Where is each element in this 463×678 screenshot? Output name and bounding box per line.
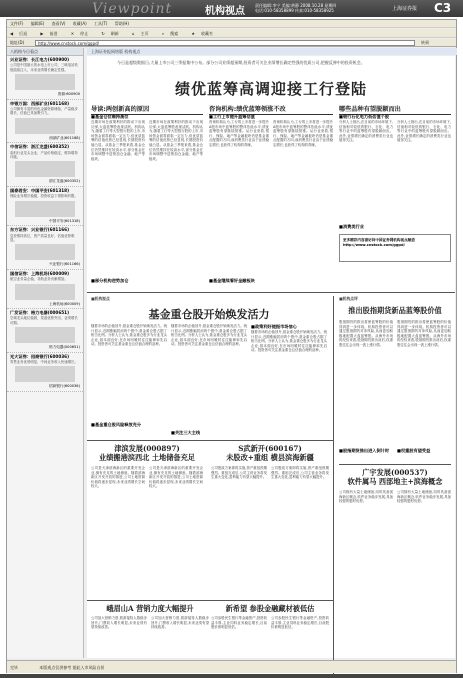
sidebar-item-text: 保险业务增长稳健，投资收益下滑影响有限。 <box>10 194 78 199</box>
section2-text: 随着市场的企稳回升,基金重仓股开始焕发活力。统计显示,近期涨幅居前的个股中,基金重仓股占据了相当比例。分析人士认为,基金重仓股多为行业龙头企业,基本面良好,在市场回暖时往往能够率先启动。投资者可关注基金重仓且估值合理的品种。 <box>91 324 167 347</box>
col3-text: 分析人士指出,在目前的市场环境下,估值相对较低的银行、石化、电力等行业中的蓝筹股有望脱颖而出。此外,业绩增长确定的消费类行业也值得关注。 <box>339 120 393 143</box>
section-tag: ■机构视点 <box>91 296 110 301</box>
sidebar-item[interactable] <box>7 309 83 353</box>
go-button[interactable]: 转到 <box>421 40 429 45</box>
stop-icon: ✕ <box>70 31 75 36</box>
status-bar <box>7 660 456 673</box>
article-content <box>87 56 455 658</box>
sidebar-item-text: 公司是中国最大的水电上市公司，三峡电站机组陆续注入，未来业绩增长确定性强。 <box>10 63 78 72</box>
sidebar-item-title: 广发证券：格力电器(000651) <box>10 309 69 315</box>
stop-button[interactable]: ✕ 停止 <box>70 31 89 36</box>
sidebar-item-text: 息差维持高位，资产质量良好，估值优势明显。 <box>10 233 75 242</box>
section-tag: ■机构点评 <box>339 296 358 301</box>
watermark: Viewpoint <box>92 1 173 17</box>
address-input[interactable]: http://www.cnstock.com/ggpd/ <box>35 40 415 46</box>
sidebar-item-title: 中信证券：浙江龙盛(600352) <box>10 144 69 150</box>
channel-link[interactable]: 更多精彩内容请访问中国证券网机构视点频道 http://www.cnstock.com/ggpd/ <box>343 238 415 247</box>
home-button[interactable]: ⌂ 主页 <box>132 31 149 36</box>
sidebar-item-text: 染料行业龙头企业，产品价格稳定，维持增持评级。 <box>10 150 78 160</box>
sidebar-item-code: 招商银行(600036) <box>49 384 80 389</box>
sidebar-item[interactable] <box>7 353 83 392</box>
search-icon: ⌕ <box>161 31 165 36</box>
sidebar-item-title: 国信证券：上海机场(600009) <box>10 270 69 276</box>
star-icon: ★ <box>191 31 195 36</box>
sidebar-item-code: 中国平安(601318) <box>49 218 80 223</box>
chart-thumbnail <box>15 201 75 217</box>
meta-line: 责任编辑:李宁 美编:黄静 2008.10.28 星期四 <box>255 3 337 8</box>
sidebar <box>7 48 84 658</box>
sidebar-item-text: 空调龙头地位稳固，渠道优势突出，业绩增长可期。 <box>10 316 78 325</box>
stock1-text: 公司是天津滨海新区的重要开发企业,拥有充足的土地储备。随着滨海新区开发开放的推进,公司土地资源价值将逐步显现,未来业绩增长空间较大。 <box>91 466 145 489</box>
address-label: 地址(D) <box>10 40 25 45</box>
section3-text: 股指期货的推出将使蓝筹股的价值得到进一步体现。机构投资者可以通过股指期货对冲风险,从而更加积极地配置大盘蓝筹股。从海外市场的经验来看,股指期货推出前后,权重股往往会出现一波上涨行情。 <box>339 320 393 347</box>
col2-subhead: ■工行上市提升蓝筹估值 <box>209 114 255 119</box>
stock3-text-cont: 公司拥有大量土地储备,同时具备滨海新区概念,软件业务稳步发展,具备较强的题材优势。 <box>397 490 451 504</box>
sidebar-item-code: 格力电器(000651) <box>49 345 80 350</box>
sidebar-item[interactable] <box>7 270 83 309</box>
divider <box>87 292 455 293</box>
section2-text-cont: 随着市场的企稳回升,基金重仓股开始焕发活力。统计显示,近期涨幅居前的个股中,基金重仓股占据了相当比例。分析人士认为,基金重仓股多为行业龙头企业,基本面良好,在市场回暖时往往能够率先启动。投资者可关注基金重仓且估值合理的品种。 <box>171 324 247 347</box>
menu-tools[interactable]: 工具(T) <box>93 21 108 26</box>
stock4-text-cont: 公司加大营销力度,旅游接待人数稳步回升,门票收入增长明显,未来业绩有望持续改善。 <box>151 616 209 630</box>
sidebar-item-code: 兴业银行(601166) <box>49 262 80 267</box>
menu-help[interactable]: 帮助(H) <box>114 21 129 26</box>
col2-text-cont: 咨询机构认为,工行的上市将进一步提升A股市场中蓝筹股的整体估值水平,绩优蓝筹股有望继续领涨。从行业来看,银行、保险、地产等金融板块仍是基金重点配置的方向,而消费类行业由于业绩稳定增长,也获得了机构的青睐。 <box>273 120 333 147</box>
sidebar-item[interactable] <box>7 187 83 226</box>
status-text: 完毕 <box>10 665 18 670</box>
sidebar-item-code: 资源:600900 <box>57 92 80 97</box>
footer-note: 本版观点仅供参考 据此入市风险自担 <box>39 665 105 670</box>
stock1-text-cont: 公司是天津滨海新区的重要开发企业,拥有充足的土地储备。随着滨海新区开发开放的推进,公司土地资源价值将逐步显现,未来业绩增长空间较大。 <box>149 466 203 489</box>
col3-subhead: ■消费类行业 <box>339 224 364 229</box>
stock1-headline: 津滨发展(000897) 业绩搬港滨西北 土地储备充足 <box>99 444 195 462</box>
menu-favorites[interactable]: 收藏(A) <box>72 21 87 26</box>
section2-headline: 基金重仓股开始焕发活力 <box>148 308 270 321</box>
divider <box>339 464 451 465</box>
col1-text-cont: 近期市场在政策利好的推动下出现反弹,大盘蓝筹股表现活跃。机构认为,随着工行等大型银行股的上市,市场资金面将面临一定压力,但优质蓝筹的估值优势已经显现,长期投资价值凸显。从基金三季报来看,基金仓位仍然维持在较高水平,部分基金在市场调整中逆势加仓金融、地产等板块。 <box>149 120 203 161</box>
address-bar <box>7 39 456 47</box>
col1-text: 近期市场在政策利好的推动下出现反弹,大盘蓝筹股表现活跃。机构认为,随着工行等大型银行股的上市,市场资金面将面临一定压力,但优质蓝筹的估值优势已经显现,长期投资价值凸显。从基金三季报来看,基金仓位仍然维持在较高水平,部分基金在市场调整中逆势加仓金融、地产等板块。 <box>91 120 145 161</box>
section3-text-cont: 股指期货的推出将使蓝筹股的价值得到进一步体现。机构投资者可以通过股指期货对冲风险,从而更加积极地配置大盘蓝筹股。从海外市场的经验来看,股指期货推出前后,权重股往往会出现一波上涨行情。 <box>397 320 451 347</box>
home-icon: ⌂ <box>132 31 135 36</box>
menu-bar <box>7 20 456 28</box>
section2-text-cont: 随着市场的企稳回升,基金重仓股开始焕发活力。统计显示,近期涨幅居前的个股中,基金重仓股占据了相当比例。分析人士认为,基金重仓股多为行业龙头企业,基本面良好,在市场回暖时往往能够率先启动。投资者可关注基金重仓且估值合理的品种。 <box>251 330 327 353</box>
forward-button[interactable]: ▶ 前进 <box>40 31 58 36</box>
menu-file[interactable]: 文件(F) <box>10 21 24 26</box>
sidebar-item[interactable] <box>7 226 83 270</box>
chart-thumbnail <box>15 244 75 260</box>
section2-subhead: ■政策利好提振市场信心 <box>251 324 297 329</box>
col1-subhead: ■部分机构逆势加仓 <box>91 278 129 283</box>
intro-text: 今日是超级数据日,大量上市公司三季报集中公布。部分公司业绩超预期,投资者可关注业绩增长确定性强的优质公司,把握反弹中的投资机会。 <box>117 60 365 65</box>
sidebar-item-code: 浙江龙盛(600352) <box>49 179 80 184</box>
stock2-text-cont: 公司股改方案即将实施,资产重组预期强烈。重组完成后,公司主营业务将发生重大变化,盈利能力有望大幅提升。 <box>271 466 329 480</box>
refresh-icon: ↻ <box>101 31 105 36</box>
page-header <box>0 0 463 17</box>
stock3-text: 公司拥有大量土地储备,同时具备滨海新区概念,软件业务稳步发展,具备较强的题材优势。 <box>339 490 393 504</box>
publication-name: 上海证券报 <box>392 6 418 12</box>
page-tab-title: 上海证券报网络版 机构视点 <box>87 48 457 55</box>
stock5-headline: 新希望 参股金融藏材被低估 <box>225 604 315 613</box>
stock4-text: 公司加大营销力度,旅游接待人数稳步回升,门票收入增长明显,未来业绩有望持续改善。 <box>91 616 147 630</box>
stock2-headline: S武新开(600167) 未股改+重组 横县滨海新疆 <box>226 444 314 462</box>
menu-edit[interactable]: 编辑(E) <box>30 21 45 26</box>
sidebar-item[interactable] <box>7 56 83 100</box>
divider <box>87 600 333 601</box>
search-button[interactable]: ⌕ 搜索 <box>161 31 179 36</box>
stock5-text-cont: 公司参股民生银行等金融资产,投资收益丰厚,主业饲料业务稳定增长,目前股价被明显低估。 <box>271 616 329 630</box>
refresh-button[interactable]: ↻ 刷新 <box>101 31 119 36</box>
sidebar-item-title: 东方证券：兴业银行(601166) <box>10 227 69 233</box>
stock4-headline: 峨眉山A 营销力度大幅提升 <box>106 604 194 613</box>
main-headline: 绩优蓝筹高调迎接工行登陆 <box>174 80 367 98</box>
sidebar-title: 八机构今日看点 <box>7 48 83 56</box>
section3-headline: 推出股指期货新品蓝筹股价值 <box>348 306 442 315</box>
browser-window <box>6 19 457 673</box>
sidebar-item-code: 上海机场(600009) <box>49 301 80 306</box>
favorites-button[interactable]: ★ 收藏夹 <box>191 31 213 36</box>
section2-subhead: ■基金重仓股风险释放充分 <box>91 422 142 427</box>
menu-view[interactable]: 查看(V) <box>51 21 66 26</box>
col2-text: 咨询机构认为,工行的上市将进一步提升A股市场中蓝筹股的整体估值水平,绩优蓝筹股有望继续领涨。从行业来看,银行、保险、地产等金融板块仍是基金重点配置的方向,而消费类行业由于业绩稳定增长,也获得了机构的青睐。 <box>209 120 269 147</box>
stock3-headline: 广宇发展(000537) 软件属马 西部地主+滨海概念 <box>347 468 443 486</box>
back-button[interactable]: ◀ 后退 <box>10 31 28 36</box>
section-title: 机构视点 <box>205 6 245 17</box>
col2-title: 咨询机构:绩优蓝筹领涨不改 <box>209 104 333 115</box>
toolbar <box>7 29 456 38</box>
sidebar-item-text: 航空业务量企稳，非航业务贡献增加。 <box>10 277 68 282</box>
back-arrow-icon: ◀ <box>10 31 14 36</box>
sidebar-item-text: 公司拥有丰富的有色金属资源储备，产量稳步增长，估值已具备吸引力。 <box>10 107 78 116</box>
sidebar-item-title: 兴业证券：长江电力(600900) <box>10 57 69 62</box>
stock5-text: 公司参股民生银行等金融资产,投资收益丰厚,主业饲料业务稳定增长,目前股价被明显低估。 <box>211 616 267 630</box>
meta-line: 电话:010-58358899 传真:010-58358925 <box>255 8 334 13</box>
chart-thumbnail <box>15 366 75 382</box>
forward-arrow-icon: ▶ <box>40 31 44 36</box>
chart-thumbnail <box>15 327 75 343</box>
sidebar-item-title: 申银万国：西部矿业(601168) <box>10 100 69 106</box>
col2-subhead: ■基金继续看好金融板块 <box>209 278 255 283</box>
divider <box>87 440 333 441</box>
sidebar-item[interactable] <box>7 143 83 187</box>
chart-thumbnail <box>15 74 75 90</box>
section3-subhead: ■权重股有望受益 <box>397 448 431 453</box>
page-footer-bar <box>0 674 463 678</box>
header-meta <box>255 3 375 13</box>
column-divider <box>333 296 334 678</box>
col3-title: 哪些品种有望脱颖而出 <box>339 104 451 115</box>
sidebar-item-title: 国泰君安：中国平安(601318) <box>10 187 69 193</box>
col3-subhead: ■银行石化电力低估值个股 <box>339 114 390 119</box>
chart-thumbnail <box>15 161 75 177</box>
sidebar-item[interactable] <box>7 100 83 144</box>
col1-subhead: ■基金仓位维持高位 <box>91 114 129 119</box>
col3-text-cont: 分析人士指出,在目前的市场环境下,估值相对较低的银行、石化、电力等行业中的蓝筹股有望脱颖而出。此外,业绩增长确定的消费类行业也值得关注。 <box>397 120 451 143</box>
page-number: C3 <box>434 1 452 15</box>
sidebar-item-title: 光大证券：招商银行(600036) <box>10 353 69 359</box>
sidebar-item-text: 零售业务优势明显，中间业务收入快速增长。 <box>10 359 78 364</box>
sidebar-item-code: 西部矿业(601168) <box>49 135 80 140</box>
section2-subhead: ■关注三大主线 <box>171 430 201 435</box>
section3-subhead: ■股指期货推出进入倒计时 <box>339 448 390 453</box>
stock2-text: 公司股改方案即将实施,资产重组预期强烈。重组完成后,公司主营业务将发生重大变化,盈利能力有望大幅提升。 <box>211 466 267 480</box>
col1-title: 导读:两创新高的原因 <box>91 104 203 115</box>
chart-thumbnail <box>15 284 75 300</box>
chart-thumbnail <box>15 118 75 134</box>
